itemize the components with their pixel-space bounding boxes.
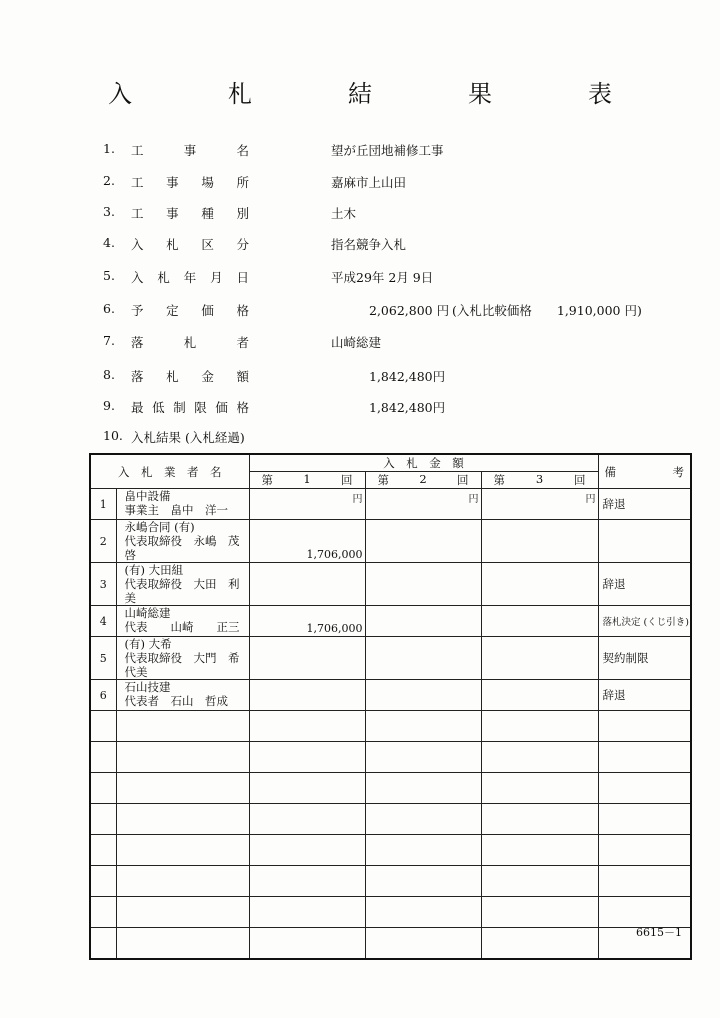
empty-cell — [481, 804, 598, 835]
empty-cell — [249, 773, 365, 804]
table-row-empty — [90, 866, 691, 897]
item-number: 6. — [103, 301, 115, 316]
note-header: 備 考 — [598, 454, 691, 489]
empty-cell — [365, 897, 481, 928]
empty-cell — [90, 835, 116, 866]
document-number: 6615－1 — [636, 926, 682, 939]
item-value: 山崎総建 — [331, 335, 382, 350]
empty-cell — [249, 866, 365, 897]
amount-header: 入 札 金 額 — [249, 454, 598, 472]
page-title: 入 札 結 果 表 — [108, 80, 648, 108]
empty-cell — [598, 835, 691, 866]
remarks: 辞退 — [598, 563, 691, 606]
table-row-empty — [90, 897, 691, 928]
empty-cell — [598, 742, 691, 773]
table-row — [90, 680, 691, 711]
remarks: 辞退 — [598, 489, 691, 520]
info-item-9 — [0, 398, 720, 420]
item-extra: (入札比較価格 1,910,000 円) — [452, 303, 642, 318]
empty-cell — [598, 866, 691, 897]
empty-cell — [481, 897, 598, 928]
empty-cell — [116, 897, 249, 928]
info-item-10 — [0, 428, 720, 450]
table-row — [90, 563, 691, 606]
item-value: 2,062,800 円 — [369, 303, 450, 318]
round-header-1: 第 1 回 — [249, 472, 365, 489]
empty-cell — [481, 711, 598, 742]
round-1-amount — [249, 563, 365, 606]
table-row-empty — [90, 928, 691, 960]
info-item-2 — [0, 173, 720, 195]
table-row-empty — [90, 742, 691, 773]
empty-cell — [116, 835, 249, 866]
round-2-amount — [365, 520, 481, 563]
table-row — [90, 520, 691, 563]
round-2-amount — [365, 563, 481, 606]
empty-cell — [249, 711, 365, 742]
round-header-2: 第 2 回 — [365, 472, 481, 489]
remarks: 契約制限 — [598, 637, 691, 680]
bidder-name: 石山技建 代表者 石山 哲成 — [116, 680, 249, 711]
row-number: 4 — [90, 606, 116, 637]
item-number: 8. — [103, 367, 115, 382]
empty-cell — [90, 804, 116, 835]
item-value: 嘉麻市上山田 — [331, 175, 407, 190]
empty-cell — [481, 866, 598, 897]
round-3-amount — [481, 680, 598, 711]
row-number: 1 — [90, 489, 116, 520]
empty-cell — [116, 804, 249, 835]
bidder-name: 山崎総建 代表 山崎 正三 — [116, 606, 249, 637]
round-3-amount — [481, 520, 598, 563]
table-row — [90, 637, 691, 680]
empty-cell — [90, 711, 116, 742]
table-row-empty — [90, 711, 691, 742]
item-value: 望が丘団地補修工事 — [331, 143, 444, 158]
empty-cell — [365, 804, 481, 835]
bidder-header: 入 札 業 者 名 — [90, 454, 249, 489]
item-label: 工 事 種 別 — [131, 206, 249, 221]
empty-cell — [249, 742, 365, 773]
empty-cell — [365, 742, 481, 773]
round-3-amount: 円 — [481, 489, 598, 520]
empty-cell — [90, 742, 116, 773]
item-number: 3. — [103, 204, 115, 219]
item-number: 5. — [103, 268, 115, 283]
bidder-name: (有) 大希 代表取締役 大門 希代美 — [116, 637, 249, 680]
empty-cell — [598, 897, 691, 928]
round-1-amount: 円 — [249, 489, 365, 520]
empty-cell — [365, 928, 481, 960]
empty-cell — [365, 711, 481, 742]
info-item-4 — [0, 235, 720, 257]
empty-cell — [116, 866, 249, 897]
empty-cell — [481, 773, 598, 804]
empty-cell — [598, 711, 691, 742]
info-item-5 — [0, 268, 720, 290]
round-header-3: 第 3 回 — [481, 472, 598, 489]
empty-cell — [481, 742, 598, 773]
item-label: 落 札 者 — [131, 335, 249, 350]
item-label: 最 低 制 限 価 格 — [131, 400, 249, 415]
empty-cell — [116, 928, 249, 960]
row-number: 5 — [90, 637, 116, 680]
item-label: 工 事 名 — [131, 143, 249, 158]
empty-cell — [598, 773, 691, 804]
empty-cell — [249, 928, 365, 960]
empty-cell — [116, 711, 249, 742]
item-value: 土木 — [331, 206, 357, 221]
round-2-amount — [365, 680, 481, 711]
item-number: 1. — [103, 141, 115, 156]
item-value: 指名競争入札 — [331, 237, 407, 252]
round-2-amount — [365, 606, 481, 637]
item-number: 4. — [103, 235, 115, 250]
item-number: 7. — [103, 333, 115, 348]
item-number: 2. — [103, 173, 115, 188]
item-number: 10. — [103, 428, 123, 443]
round-3-amount — [481, 563, 598, 606]
info-item-3 — [0, 204, 720, 226]
empty-cell — [365, 835, 481, 866]
empty-cell — [249, 835, 365, 866]
item-number: 9. — [103, 398, 115, 413]
table-row-empty — [90, 773, 691, 804]
bid-results-table — [89, 453, 692, 960]
row-number: 3 — [90, 563, 116, 606]
round-2-amount: 円 — [365, 489, 481, 520]
remarks: 落札決定 (くじ引き) — [598, 606, 691, 637]
empty-cell — [90, 897, 116, 928]
item-value: 平成29年 2月 9日 — [331, 270, 434, 285]
item-label: 入 札 区 分 — [131, 237, 249, 252]
round-3-amount — [481, 606, 598, 637]
empty-cell — [481, 928, 598, 960]
item-label: 工 事 場 所 — [131, 175, 249, 190]
item-label: 入札結果 (入札経過) — [131, 430, 245, 445]
empty-cell — [116, 742, 249, 773]
round-1-amount — [249, 637, 365, 680]
empty-cell — [90, 928, 116, 960]
bidder-name: 畠中設備 事業主 畠中 洋一 — [116, 489, 249, 520]
bidder-name: 永嶋合同 (有) 代表取締役 永嶋 茂啓 — [116, 520, 249, 563]
table-row — [90, 606, 691, 637]
table-row-empty — [90, 835, 691, 866]
round-1-amount — [249, 680, 365, 711]
round-1-amount: 1,706,000 — [249, 606, 365, 637]
item-value: 1,842,480円 — [369, 400, 446, 415]
row-number: 6 — [90, 680, 116, 711]
remarks — [598, 520, 691, 563]
item-value: 1,842,480円 — [369, 369, 446, 384]
table-row-empty — [90, 804, 691, 835]
item-label: 入 札 年 月 日 — [131, 270, 249, 285]
round-3-amount — [481, 637, 598, 680]
item-label: 落 札 金 額 — [131, 369, 249, 384]
bidder-name: (有) 大田組 代表取締役 大田 利美 — [116, 563, 249, 606]
empty-cell — [116, 773, 249, 804]
empty-cell — [598, 804, 691, 835]
table-row — [90, 489, 691, 520]
empty-cell — [365, 866, 481, 897]
empty-cell — [481, 835, 598, 866]
empty-cell — [249, 897, 365, 928]
item-label: 予 定 価 格 — [131, 303, 249, 318]
empty-cell — [90, 866, 116, 897]
empty-cell — [249, 804, 365, 835]
round-2-amount — [365, 637, 481, 680]
info-item-7 — [0, 333, 720, 355]
remarks: 辞退 — [598, 680, 691, 711]
info-item-1 — [0, 141, 720, 163]
empty-cell — [365, 773, 481, 804]
info-item-8 — [0, 367, 720, 389]
info-item-6 — [0, 301, 720, 323]
round-1-amount: 1,706,000 — [249, 520, 365, 563]
empty-cell — [90, 773, 116, 804]
row-number: 2 — [90, 520, 116, 563]
